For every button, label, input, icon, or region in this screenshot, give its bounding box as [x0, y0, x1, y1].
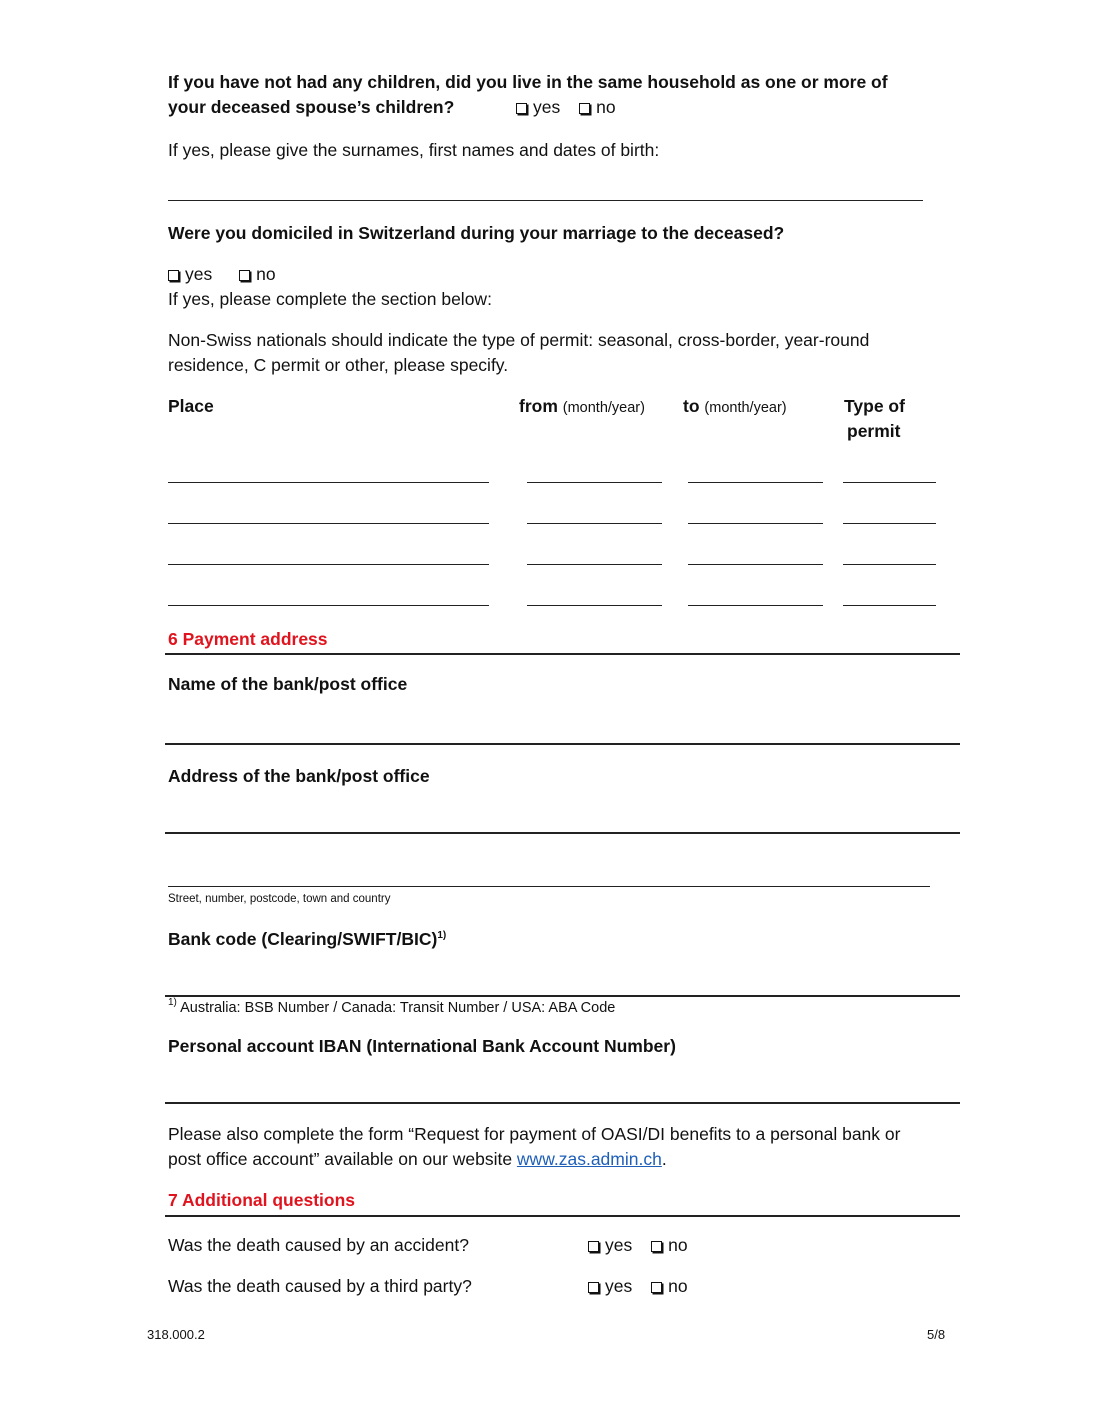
section-6-rule: [165, 653, 960, 655]
checkbox-icon[interactable]: [579, 103, 590, 114]
permit-type-field[interactable]: [843, 482, 936, 483]
checkbox-icon[interactable]: [516, 103, 527, 114]
form-number: 318.000.2: [147, 1327, 205, 1342]
permit-type-field[interactable]: [843, 564, 936, 565]
children-yes-option[interactable]: [516, 97, 560, 118]
accident-question: Was the death caused by an accident?: [168, 1235, 469, 1255]
header-from: [519, 396, 645, 417]
checkbox-icon[interactable]: [588, 1282, 599, 1293]
third-party-question: Was the death caused by a third party?: [168, 1276, 472, 1296]
section-7-rule: [165, 1215, 960, 1217]
children-question-line1: If you have not had any children, did you live in the same household as one or more of: [168, 72, 888, 92]
third-party-no-option[interactable]: [651, 1276, 687, 1297]
page-number: 5/8: [927, 1327, 946, 1342]
payment-note-text: post office account” available on our website: [168, 1149, 517, 1169]
bank-code-footnote-mark: 1): [437, 930, 447, 941]
checkbox-icon[interactable]: [239, 270, 250, 281]
bank-code-label: [168, 929, 446, 950]
domicile-question: Were you domiciled in Switzerland during your marriage to the deceased?: [168, 223, 785, 243]
children-instruction: If yes, please give the surnames, first names and dates of birth:: [168, 140, 660, 160]
footnote-text: Australia: BSB Number / Canada: Transit Number / USA: ABA Code: [180, 1000, 616, 1016]
from-field[interactable]: [527, 482, 662, 483]
domicile-options: [168, 264, 290, 285]
section-6-heading: 6 Payment address: [168, 629, 328, 649]
third-party-options: [588, 1276, 702, 1297]
header-to-unit: (month/year): [704, 400, 787, 416]
permit-type-field[interactable]: [843, 523, 936, 524]
accident-no-option[interactable]: [651, 1235, 687, 1256]
bank-name-label: Name of the bank/post office: [168, 674, 408, 694]
place-field[interactable]: [168, 605, 489, 606]
domicile-no-label: no: [256, 264, 276, 284]
section-7-heading: 7 Additional questions: [168, 1190, 355, 1210]
to-field[interactable]: [688, 482, 823, 483]
bank-name-field[interactable]: [165, 743, 960, 745]
payment-note-line2: [168, 1149, 667, 1170]
children-no-label: no: [596, 97, 616, 117]
footnote-mark: 1): [168, 997, 177, 1008]
payment-note-line1: Please also complete the form “Request for payment of OASI/DI benefits to a personal bank or: [168, 1124, 901, 1144]
bank-code-text: Bank code (Clearing/SWIFT/BIC): [168, 929, 438, 949]
from-field[interactable]: [527, 605, 662, 606]
from-field[interactable]: [527, 523, 662, 524]
from-field[interactable]: [527, 564, 662, 565]
accident-options: [588, 1235, 702, 1256]
accident-no-label: no: [668, 1235, 688, 1255]
checkbox-icon[interactable]: [651, 1241, 662, 1252]
permit-type-field[interactable]: [843, 605, 936, 606]
checkbox-icon[interactable]: [651, 1282, 662, 1293]
bank-address-field-2[interactable]: [168, 886, 930, 887]
header-place: Place: [168, 396, 214, 416]
iban-label: Personal account IBAN (International Bank Account Number): [168, 1036, 676, 1056]
bank-code-footnote: [168, 997, 615, 1016]
header-from-label: from: [519, 396, 558, 416]
place-field[interactable]: [168, 564, 489, 565]
address-caption: Street, number, postcode, town and country: [168, 893, 391, 905]
place-field[interactable]: [168, 523, 489, 524]
bank-address-field[interactable]: [165, 832, 960, 834]
children-question-row: [168, 97, 630, 118]
accident-yes-option[interactable]: [588, 1235, 632, 1256]
website-link[interactable]: www.zas.admin.ch: [516, 1149, 662, 1169]
to-field[interactable]: [688, 564, 823, 565]
third-party-yes-option[interactable]: [588, 1276, 632, 1297]
header-to-label: to: [683, 396, 700, 416]
children-names-field[interactable]: [168, 200, 923, 201]
header-from-unit: (month/year): [562, 400, 645, 416]
header-to: [683, 396, 787, 417]
domicile-instruction: If yes, please complete the section below:: [168, 289, 492, 309]
place-field[interactable]: [168, 482, 489, 483]
accident-yes-label: yes: [605, 1235, 633, 1255]
children-yes-label: yes: [533, 97, 561, 117]
permit-note-line1: Non-Swiss nationals should indicate the type of permit: seasonal, cross-border, year-round: [168, 330, 870, 350]
checkbox-icon[interactable]: [588, 1241, 599, 1252]
header-type-line2: permit: [847, 421, 901, 441]
domicile-yes-option[interactable]: [168, 264, 212, 285]
third-party-no-label: no: [668, 1276, 688, 1296]
iban-field[interactable]: [165, 1102, 960, 1104]
children-question-line2: your deceased spouse’s children?: [168, 97, 455, 117]
domicile-yes-label: yes: [185, 264, 213, 284]
header-type-line1: Type of: [844, 396, 905, 416]
to-field[interactable]: [688, 523, 823, 524]
checkbox-icon[interactable]: [168, 270, 179, 281]
bank-address-label: Address of the bank/post office: [168, 766, 430, 786]
domicile-no-option[interactable]: [239, 264, 275, 285]
to-field[interactable]: [688, 605, 823, 606]
children-no-option[interactable]: [579, 97, 615, 118]
payment-note-end: .: [661, 1149, 667, 1169]
permit-note-line2: residence, C permit or other, please specify.: [168, 355, 509, 375]
third-party-yes-label: yes: [605, 1276, 633, 1296]
